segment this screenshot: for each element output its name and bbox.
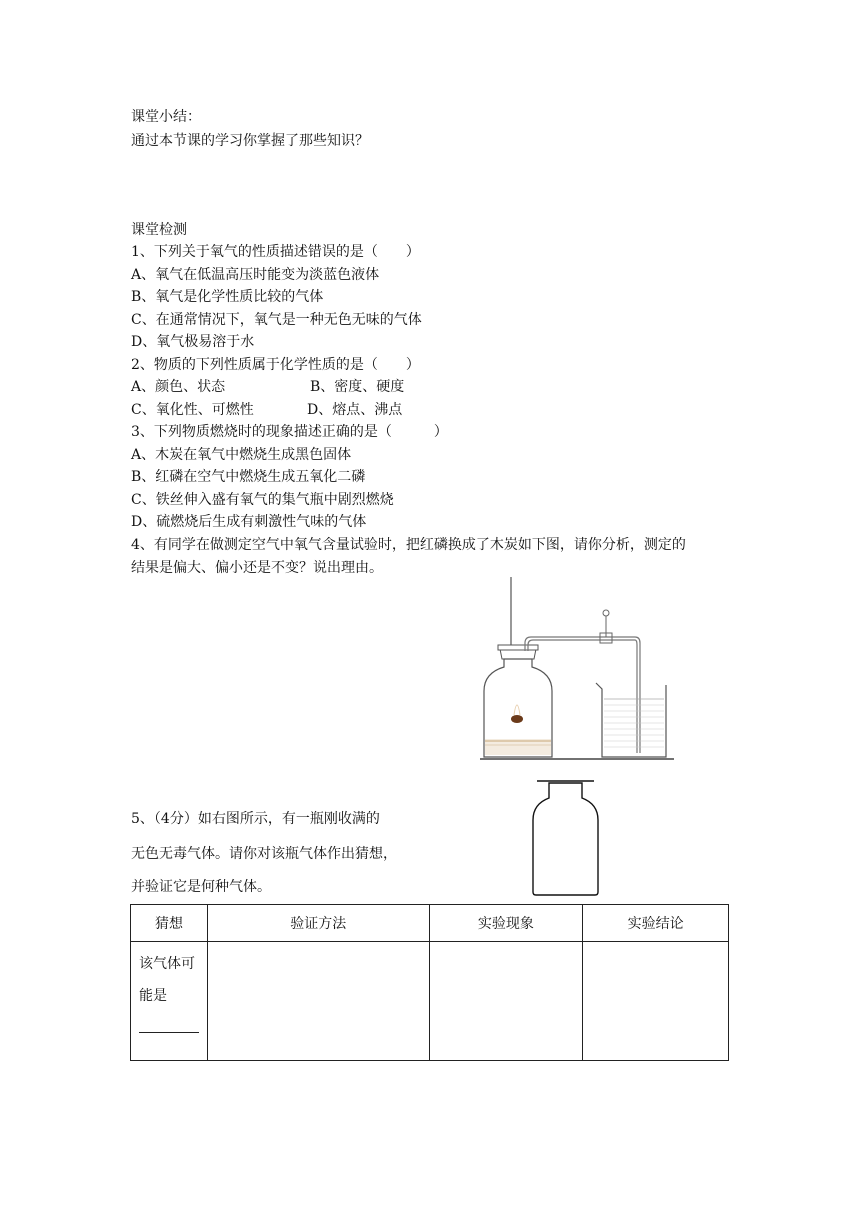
q1-option-b: B、氧气是化学性质比较的气体 [131,289,324,305]
apparatus-diagram [470,575,680,765]
header-method: 验证方法 [207,905,429,942]
q2-option-c: C、氧化性、可燃性 [131,402,254,418]
guess-cell[interactable] [131,942,208,1061]
q2-option-a: A、颜色、状态 [131,379,226,395]
q1-option-d: D、氧气极易溶于水 [131,334,255,350]
q3-option-a: A、木炭在氧气中燃烧生成黑色固体 [131,447,352,463]
q5-line2: 无色无毒气体。请你对该瓶气体作出猜想， [131,846,397,862]
header-conclusion: 实验结论 [583,905,729,942]
charcoal [511,715,523,723]
q3-option-d: D、硫燃烧后生成有刺激性气味的气体 [131,514,367,530]
q3-option-c: C、铁丝伸入盛有氧气的集气瓶中剧烈燃烧 [131,492,394,508]
quiz-heading: 课堂检测 [131,222,187,238]
answer-table [130,904,729,1061]
method-cell[interactable] [207,942,429,1061]
q4-line1: 4、有同学在做测定空气中氧气含量试验时，把红磷换成了木炭如下图，请你分析，测定的 [131,537,686,553]
phenomenon-cell[interactable] [429,942,583,1061]
bottle [533,783,598,895]
q2-option-d: D、熔点、沸点 [307,402,403,418]
q5-line3: 并验证它是何种气体。 [131,879,271,895]
q4-line2: 结果是偏大、偏小还是不变？说出理由。 [131,560,383,576]
q1-option-c: C、在通常情况下，氧气是一种无色无味的气体 [131,312,422,328]
guess-blank[interactable] [139,1012,199,1033]
q1-option-a: A、氧气在低温高压时能变为淡蓝色液体 [131,267,380,283]
q5-line1: 5、（4分）如右图所示，有一瓶刚收满的 [131,811,380,827]
q2-option-b: B、密度、硬度 [310,379,405,395]
header-guess: 猜想 [131,905,208,942]
q2-stem: 2、物质的下列性质属于化学性质的是（ ） [131,357,420,373]
header-phenomenon: 实验现象 [429,905,583,942]
summary-heading: 课堂小结： [131,109,201,125]
q1-stem: 1、下列关于氧气的性质描述错误的是（ ） [131,244,420,260]
guess-line1: 该气体可 [139,956,195,972]
summary-prompt: 通过本节课的学习你掌握了那些知识？ [131,133,369,149]
gas-bottle-diagram [530,776,600,898]
beaker [596,683,666,757]
q3-option-b: B、红磷在空气中燃烧生成五氧化二磷 [131,469,366,485]
q3-stem: 3、下列物质燃烧时的现象描述正确的是（ ） [131,424,448,440]
guess-line2: 能是 [139,988,167,1004]
conclusion-cell[interactable] [583,942,729,1061]
